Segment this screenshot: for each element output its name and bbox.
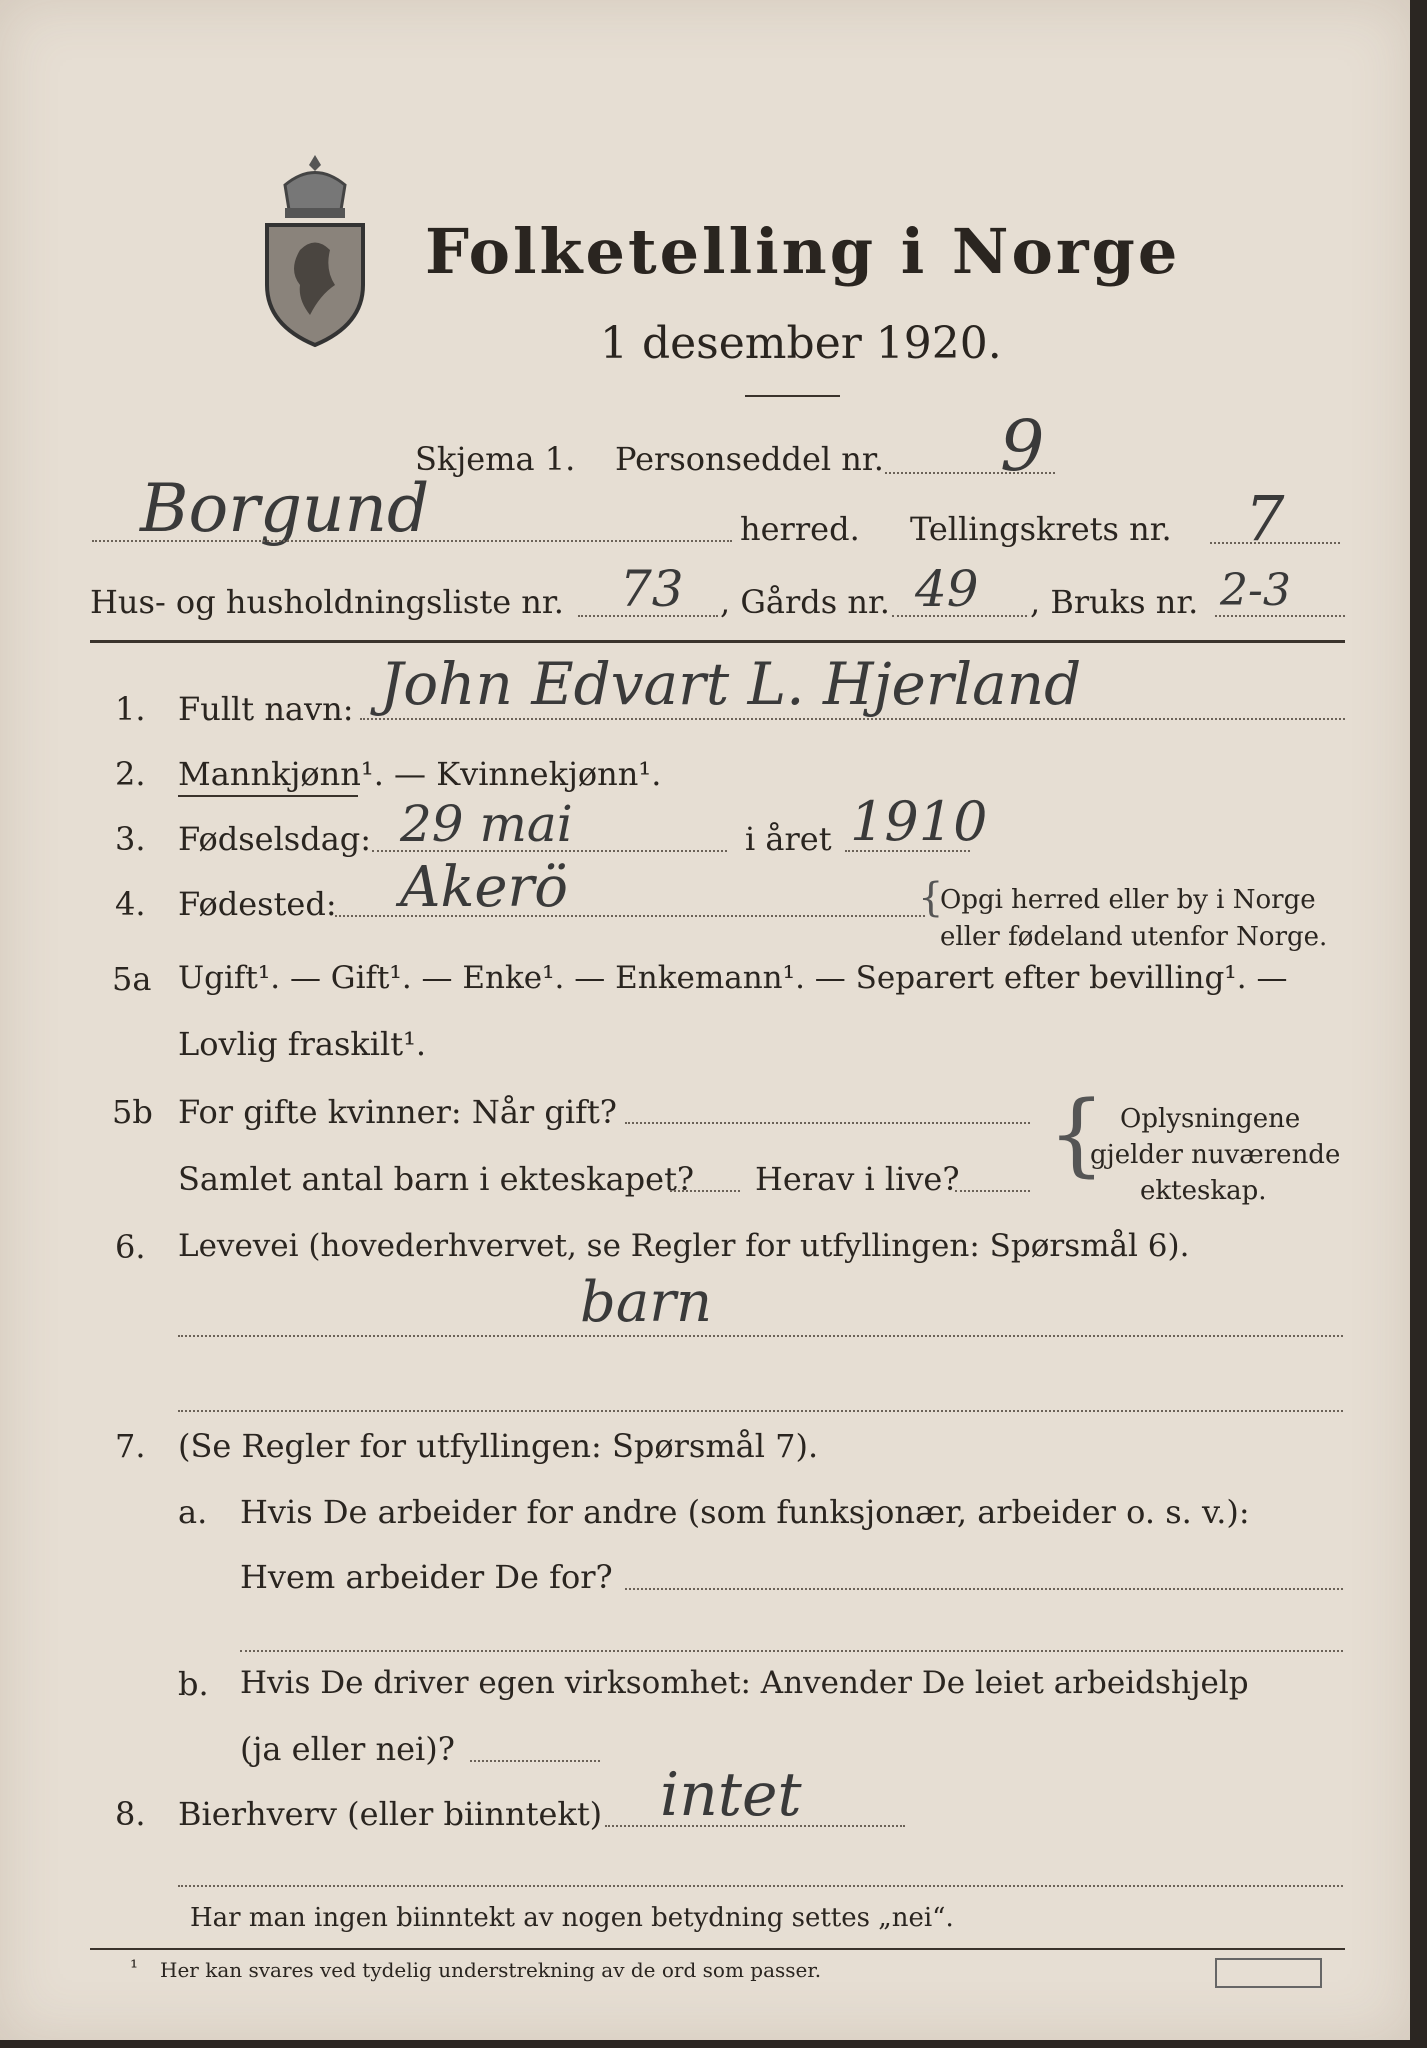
q8-number: 8. bbox=[115, 1795, 146, 1833]
tellingskrets-label: Tellingskrets nr. bbox=[910, 510, 1172, 548]
q5b-number: 5b bbox=[112, 1093, 153, 1131]
q7a-line bbox=[625, 1588, 1343, 1590]
gards-label: , Gårds nr. bbox=[720, 583, 890, 621]
q6-line2 bbox=[178, 1410, 1343, 1412]
bruks-label: , Bruks nr. bbox=[1030, 583, 1199, 621]
bruks-value[interactable]: 2-3 bbox=[1220, 565, 1291, 616]
occupation-value[interactable]: barn bbox=[580, 1270, 713, 1335]
header-divider bbox=[90, 640, 1345, 643]
q4-note-line1: Opgi herred eller by i Norge bbox=[940, 885, 1316, 915]
q5b-note-line3: ekteskap. bbox=[1140, 1176, 1267, 1206]
side-income-value[interactable]: intet bbox=[660, 1760, 802, 1830]
q4-note-brace: { bbox=[918, 875, 944, 921]
q1-number: 1. bbox=[115, 690, 146, 728]
q7-label: (Se Regler for utfyllingen: Spørsmål 7). bbox=[178, 1427, 819, 1465]
q7a-line2: Hvem arbeider De for? bbox=[240, 1558, 613, 1596]
personseddel-value[interactable]: 9 bbox=[1000, 405, 1045, 487]
q5a-line1: Ugift¹. — Gift¹. — Enke¹. — Enkemann¹. — Separert efter bevilling¹. — bbox=[178, 960, 1288, 996]
footnote-mark: ¹ bbox=[130, 1955, 139, 1979]
q5b-note-brace: { bbox=[1048, 1082, 1106, 1187]
footer-note: Har man ingen biinntekt av nogen betydning settes „nei“. bbox=[190, 1903, 954, 1933]
q5b-line1: For gifte kvinner: Når gift? bbox=[178, 1093, 617, 1131]
footnote-text: Her kan svares ved tydelig understrekning av de ord som passer. bbox=[160, 1958, 822, 1982]
herred-line bbox=[92, 540, 732, 542]
q5b-note-line2: gjelder nuværende bbox=[1090, 1140, 1341, 1170]
personseddel-label: Personseddel nr. bbox=[615, 440, 884, 478]
q6-line1 bbox=[178, 1335, 1343, 1337]
q6-label: Levevei (hovederhvervet, se Regler for utfyllingen: Spørsmål 6). bbox=[178, 1228, 1190, 1264]
mannkjonn-underline bbox=[178, 795, 358, 797]
q8-line-extra bbox=[178, 1885, 1343, 1887]
q7-number: 7. bbox=[115, 1427, 146, 1465]
hus-value[interactable]: 73 bbox=[620, 560, 684, 618]
q5b-line2: Samlet antal barn i ekteskapet? bbox=[178, 1160, 695, 1198]
title-divider bbox=[745, 395, 840, 397]
q5b-children-line bbox=[670, 1190, 740, 1192]
birth-year-value[interactable]: 1910 bbox=[850, 790, 988, 853]
census-date: 1 desember 1920. bbox=[600, 318, 1002, 369]
q7a-line-extra bbox=[240, 1650, 1343, 1652]
footer-divider bbox=[90, 1948, 1345, 1950]
full-name-value[interactable]: John Edvart L. Hjerland bbox=[380, 650, 1082, 718]
coat-of-arms-icon bbox=[255, 150, 375, 350]
q7b-line1: Hvis De driver egen virksomhet: Anvender De leiet arbeidshjelp bbox=[240, 1665, 1249, 1701]
q7b-line bbox=[470, 1760, 600, 1762]
skjema-label: Skjema 1. bbox=[415, 440, 576, 478]
q7a-line1: Hvis De arbeider for andre (som funksjonær, arbeider o. s. v.): bbox=[240, 1493, 1250, 1531]
q5a-number: 5a bbox=[112, 960, 152, 998]
q5b-herav: Herav i live? bbox=[755, 1160, 960, 1198]
gards-value[interactable]: 49 bbox=[915, 560, 979, 618]
birthday-value[interactable]: 29 mai bbox=[400, 795, 573, 853]
q6-number: 6. bbox=[115, 1228, 146, 1266]
q3-number: 3. bbox=[115, 820, 146, 858]
hus-label: Hus- og husholdningsliste nr. bbox=[90, 583, 564, 621]
form-title: Folketelling i Norge bbox=[425, 215, 1181, 288]
q3-label: Fødselsdag: bbox=[178, 820, 372, 858]
q3-year-label: i året bbox=[745, 820, 832, 858]
q2-label: Mannkjønn¹. — Kvinnekjønn¹. bbox=[178, 755, 662, 793]
q5b-alive-line bbox=[955, 1190, 1030, 1192]
q1-label: Fullt navn: bbox=[178, 690, 354, 728]
tellingskrets-value[interactable]: 7 bbox=[1245, 482, 1285, 555]
q1-line bbox=[360, 718, 1345, 720]
q5b-when-line bbox=[625, 1122, 1030, 1124]
q4-label: Fødested: bbox=[178, 885, 337, 923]
birthplace-value[interactable]: Akerö bbox=[400, 855, 568, 920]
q7b-letter: b. bbox=[178, 1665, 209, 1703]
q5a-line2: Lovlig fraskilt¹. bbox=[178, 1025, 427, 1063]
q4-number: 4. bbox=[115, 885, 146, 923]
q5b-note-line1: Oplysningene bbox=[1120, 1104, 1301, 1134]
q7b-line2: (ja eller nei)? bbox=[240, 1730, 455, 1768]
q2-number: 2. bbox=[115, 755, 146, 793]
q8-label: Bierhverv (eller biinntekt) bbox=[178, 1795, 603, 1833]
herred-label: herred. bbox=[740, 510, 860, 548]
q7a-letter: a. bbox=[178, 1493, 208, 1531]
herred-value[interactable]: Borgund bbox=[140, 470, 430, 547]
printer-stamp bbox=[1215, 1958, 1322, 1988]
q4-note-line2: eller fødeland utenfor Norge. bbox=[940, 922, 1328, 952]
